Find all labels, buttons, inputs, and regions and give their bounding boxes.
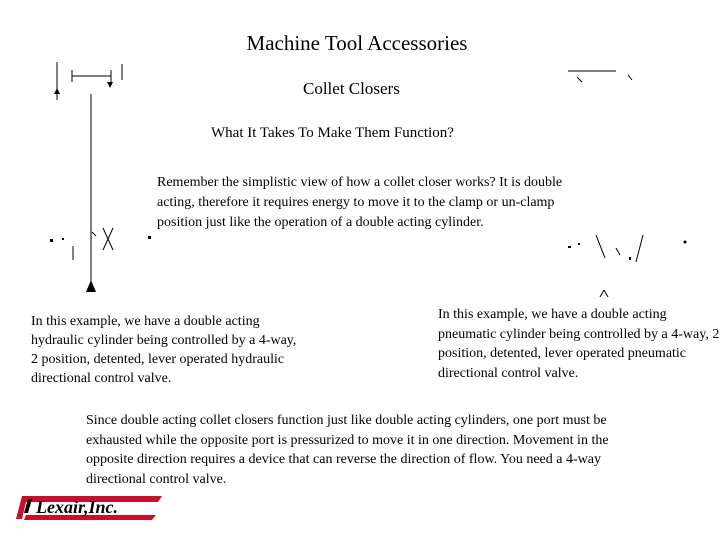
svg-text:Lexair,Inc.: Lexair,Inc. [36, 497, 119, 517]
intro-paragraph: Remember the simplistic view of how a collet closer works? It is double acting, therefore it requires energy to move it to the clamp or un-clamp position just like the operation of a double acting cylinder. [157, 175, 566, 230]
lexair-logo [16, 494, 162, 521]
hydraulic-example-text: In this example, we have a double acting hydraulic cylinder being controlled by a 4-way, 2 position, detented, lever operated hydraulic directional control valve. [31, 314, 300, 386]
slide-subtitle: Collet Closers [303, 79, 400, 98]
slide-title: Machine Tool Accessories [246, 31, 468, 55]
summary-paragraph: Since double acting collet closers function just like double acting cylinders, one port must be exhausted while the opposite port is pressurized to move it in one direction. Movement in the opposite direction requires a device that can reverse the direction of flow. You need a 4-way directional control valve. [86, 413, 613, 487]
pneumatic-example-text: In this example, we have a double acting pneumatic cylinder being controlled by a 4-way, 2 position, detented, lever operated pneumatic directional control valve. [438, 307, 720, 381]
slide-question: What It Takes To Make Them Function? [211, 125, 454, 141]
